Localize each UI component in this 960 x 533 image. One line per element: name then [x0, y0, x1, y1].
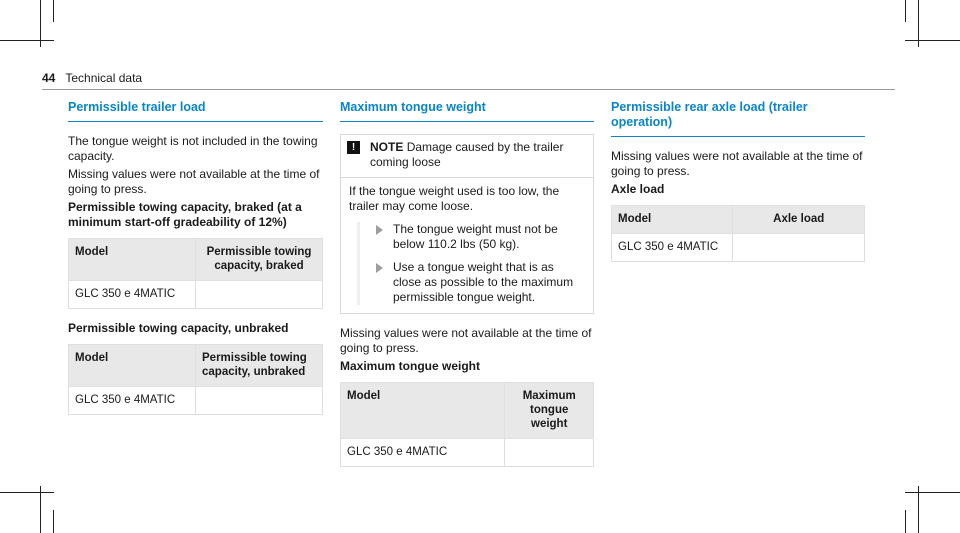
warning-icon: ! — [347, 141, 360, 154]
note-text — [370, 140, 587, 170]
table-row — [341, 439, 594, 467]
step-arrow-icon — [376, 263, 383, 273]
table-row — [612, 234, 865, 262]
cell-value — [733, 234, 865, 262]
cell-value — [196, 387, 323, 415]
subheading-unbraked: Permissible towing capacity, unbraked — [68, 321, 289, 335]
column-header: Model — [612, 206, 733, 234]
column-trailer-load — [68, 100, 323, 427]
paragraph: The tongue weight is not included in the towing capacity. — [68, 134, 318, 163]
column-header: Model — [69, 239, 196, 281]
heading-axle-load: Permissible rear axle load (trailer operation) — [611, 100, 865, 137]
crop-mark — [905, 40, 960, 41]
paragraph: Missing values were not available at the time of going to press. — [611, 149, 863, 178]
column-tongue-weight — [340, 100, 594, 479]
step-arrow-icon — [376, 225, 383, 235]
crop-mark — [53, 0, 54, 22]
crop-mark — [0, 40, 54, 41]
crop-mark — [53, 510, 54, 533]
page-number: 44 — [42, 71, 56, 85]
crop-mark — [905, 492, 960, 493]
header-divider — [42, 89, 895, 90]
heading-tongue-weight: Maximum tongue weight — [340, 100, 594, 122]
paragraph: Missing values were not available at the time of going to press. — [340, 326, 592, 355]
crop-mark — [40, 486, 41, 533]
cell-value — [196, 281, 323, 309]
note-headline: Damage caused by the trailer coming loose — [370, 140, 564, 169]
subheading-tongue-weight: Maximum tongue weight — [340, 359, 481, 373]
table-row — [69, 281, 323, 309]
subheading-braked: Permissible towing capacity, braked (at a minimum start-off gradeability of 12%) — [68, 200, 302, 229]
note-body — [341, 178, 593, 313]
note-box — [340, 134, 594, 314]
column-axle-load — [611, 100, 865, 274]
note-step — [370, 222, 585, 252]
table-axle-load — [611, 205, 865, 262]
cell-model: GLC 350 e 4MATIC — [612, 234, 733, 262]
step-text: The tongue weight must not be below 110.2 lbs (50 kg). — [393, 222, 558, 251]
note-steps — [357, 222, 585, 305]
note-label: NOTE — [370, 140, 404, 154]
table-row — [69, 387, 323, 415]
column-header: Maximum tongue weight — [505, 383, 594, 439]
column-header: Model — [341, 383, 505, 439]
cell-model: GLC 350 e 4MATIC — [69, 281, 196, 309]
column-header: Permissible towing capacity, unbraked — [196, 345, 323, 387]
column-header: Axle load — [733, 206, 865, 234]
table-tongue-weight — [340, 382, 594, 467]
subheading-axle-load: Axle load — [611, 182, 665, 196]
crop-mark — [905, 510, 906, 533]
table-unbraked — [68, 344, 323, 415]
heading-trailer-load: Permissible trailer load — [68, 100, 323, 122]
paragraph: Missing values were not available at the time of going to press. — [68, 167, 320, 196]
note-step — [370, 260, 585, 305]
section-title: Technical data — [65, 71, 143, 85]
cell-model: GLC 350 e 4MATIC — [69, 387, 196, 415]
crop-mark — [918, 486, 919, 533]
table-braked — [68, 238, 323, 309]
cell-value — [505, 439, 594, 467]
step-text: Use a tongue weight that is as close as possible to the maximum permissible tongue weight. — [393, 260, 574, 304]
note-header — [341, 135, 593, 178]
crop-mark — [0, 492, 54, 493]
column-header: Permissible towing capacity, braked — [196, 239, 323, 281]
column-header: Model — [69, 345, 196, 387]
cell-model: GLC 350 e 4MATIC — [341, 439, 505, 467]
note-body-text: If the tongue weight used is too low, the trailer may come loose. — [349, 184, 560, 213]
page-header — [42, 71, 142, 85]
crop-mark — [905, 0, 906, 22]
